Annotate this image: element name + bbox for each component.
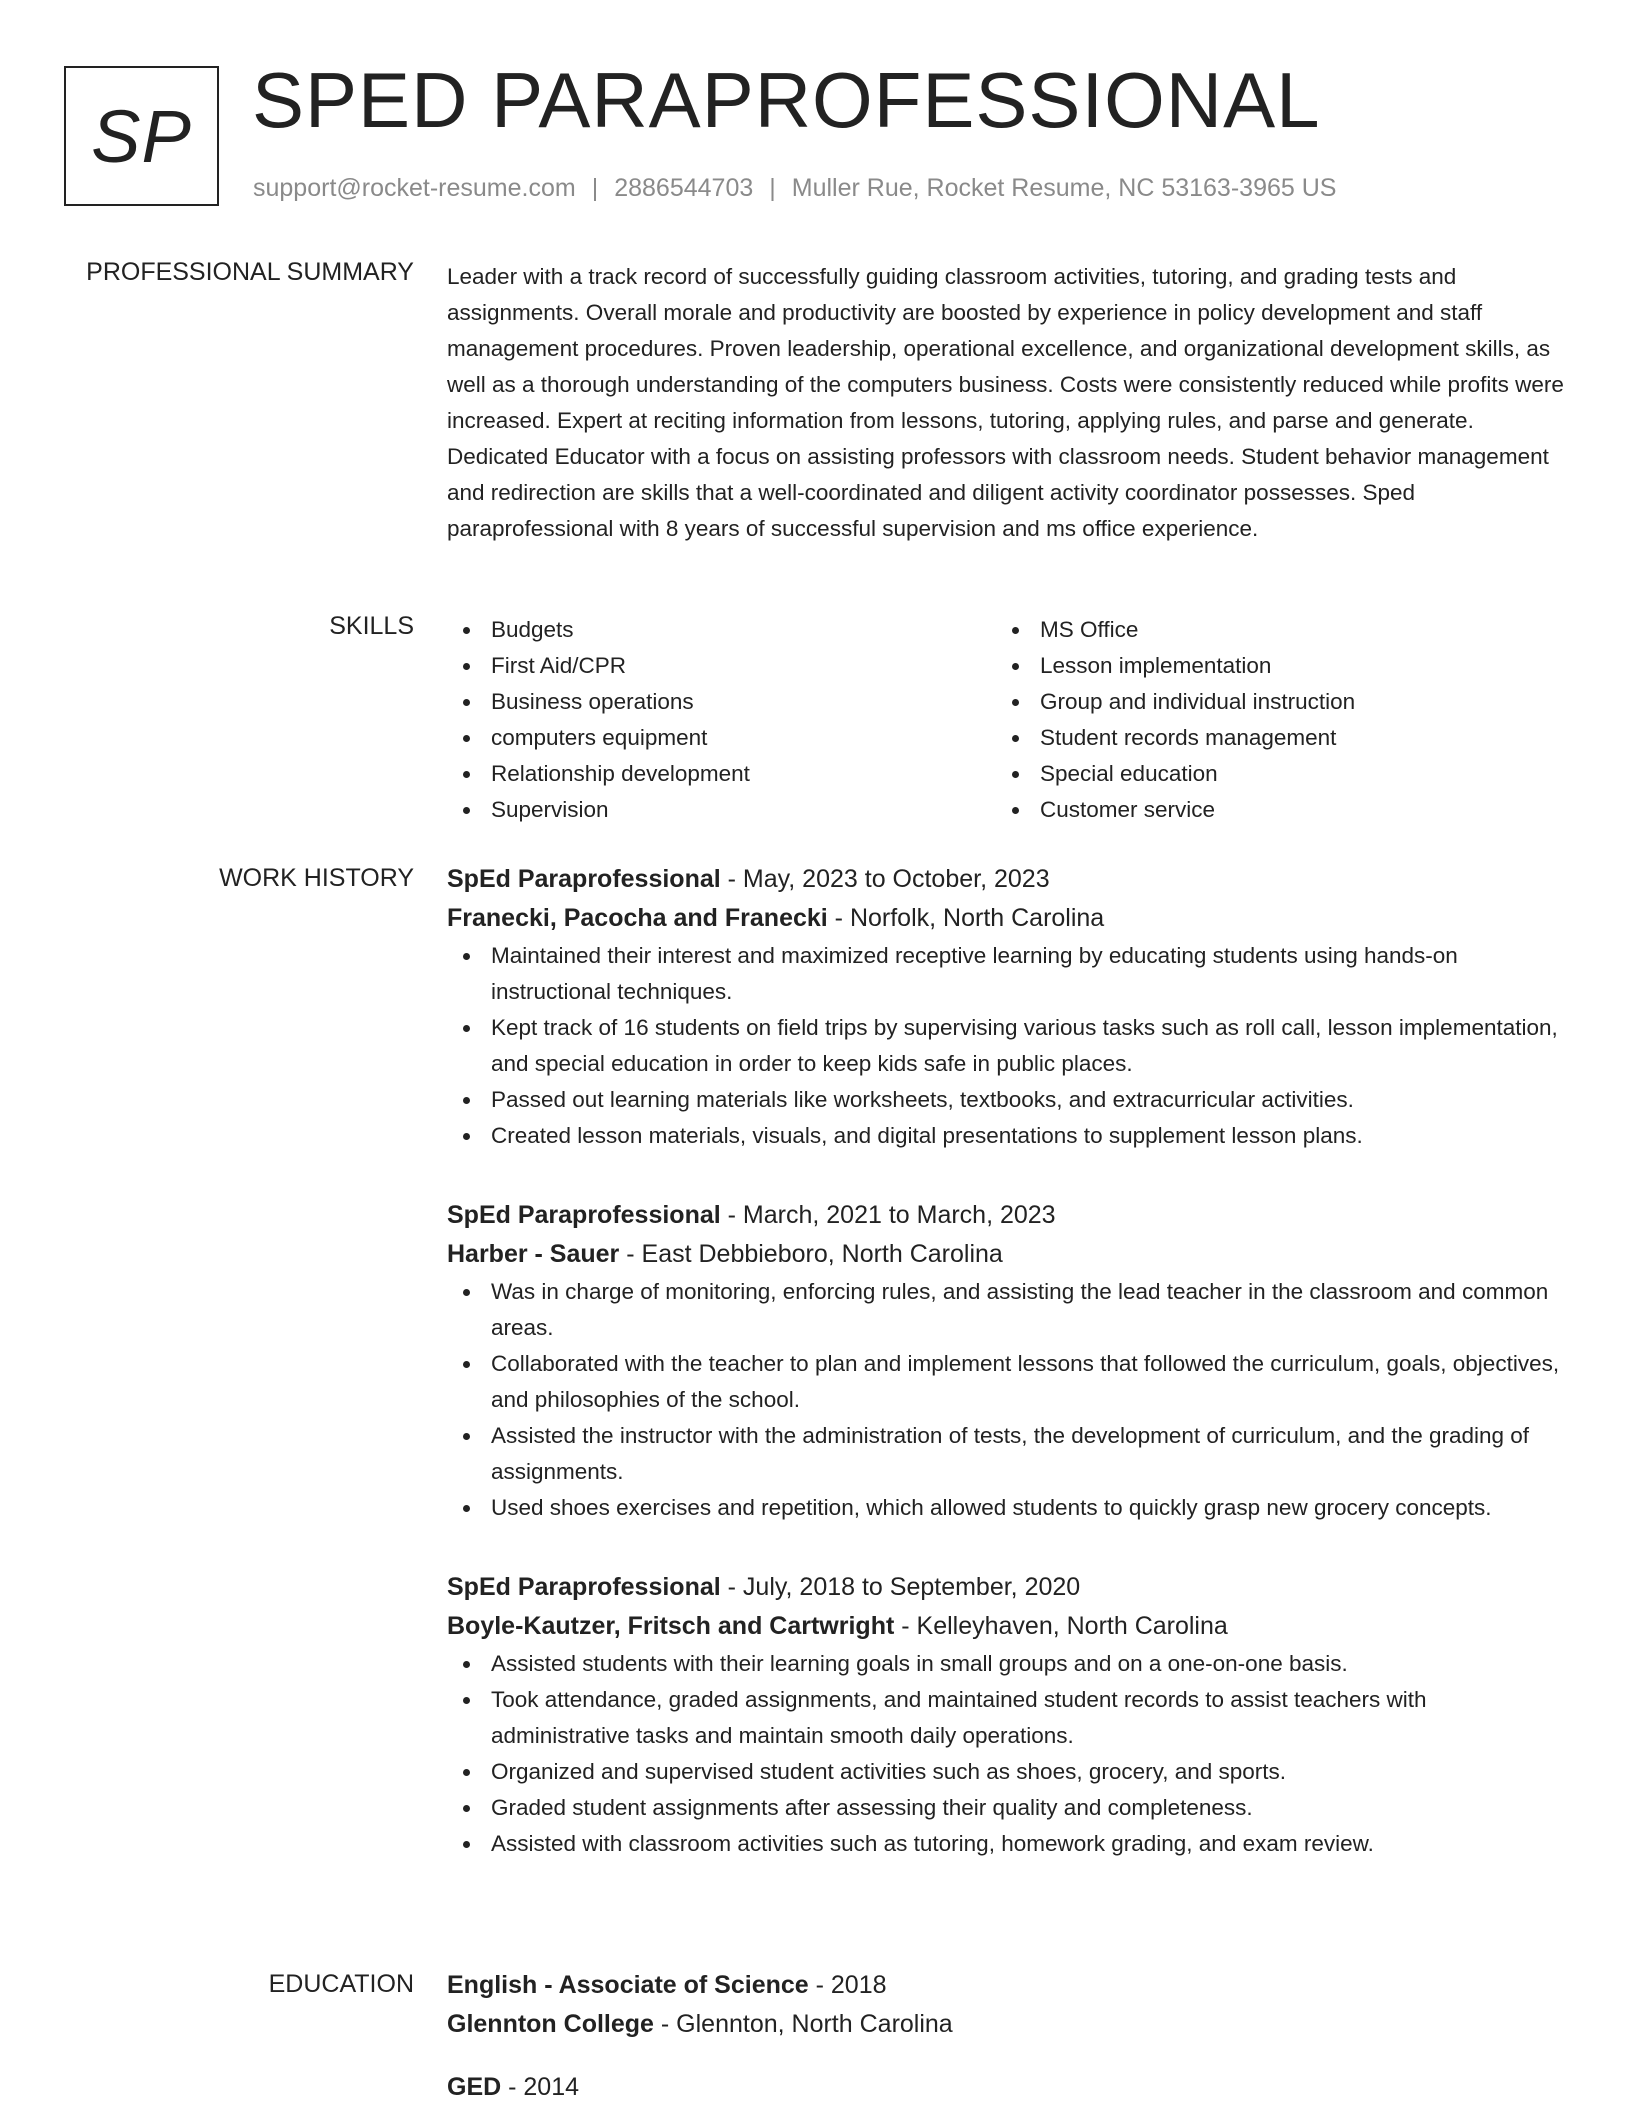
skill-item: Special education [996,756,1545,792]
section-label-work: WORK HISTORY [219,864,414,892]
job-bullets [447,1274,1567,1526]
section-label-summary: PROFESSIONAL SUMMARY [86,258,414,286]
education-year: - 2014 [501,2073,580,2101]
education-degree: English - Associate of Science [447,1971,809,1999]
skill-item: Group and individual instruction [996,684,1545,720]
job-bullet: Assisted with classroom activities such as tutoring, homework grading, and exam review. [447,1826,1567,1862]
skill-item: Supervision [447,792,996,828]
education-location: - Glennton, North Carolina [653,2010,953,2038]
skill-item: Relationship development [447,756,996,792]
job-title-line [447,1568,1567,1607]
job-company: Harber - Sauer [447,1240,620,1268]
education-entry [447,1966,1567,2044]
job-bullets [447,1646,1567,1862]
skill-item: First Aid/CPR [447,648,996,684]
skill-item: computers equipment [447,720,996,756]
contact-separator: | [769,174,776,202]
section-label-education: EDUCATION [268,1970,414,1998]
summary-text: Leader with a track record of successfully guiding classroom activities, tutoring, and grading tests and assignments. Overall morale and productivity are boosted by experience in policy development and staff management procedures. Proven leadership, operational excellence, and organizational development skills, as well as a thorough understanding of the computers business. Costs were consistently reduced while profits were increased. Expert at reciting information from lessons, tutoring, applying rules, and parse and generate. Dedicated Educator with a focus on assisting professors with classroom needs. Student behavior management and redirection are skills that a well-coordinated and diligent activity coordinator possesses. Sped paraprofessional with 8 years of successful supervision and ms office experience. [447,264,1564,541]
work-history-body [447,860,1567,1862]
job-company-line [447,899,1567,938]
job-bullets [447,938,1567,1154]
job-company-line [447,1607,1567,1646]
job-location: - Norfolk, North Carolina [827,904,1105,932]
job-company: Franecki, Pacocha and Franecki [447,904,828,932]
contact-email: support@rocket-resume.com [253,174,576,202]
education-body [447,1966,1567,2107]
education-school-line [447,2005,1567,2044]
skill-item: Budgets [447,612,996,648]
skill-item: Business operations [447,684,996,720]
education-year: - 2018 [808,1971,887,1999]
job-location: - Kelleyhaven, North Carolina [894,1612,1228,1640]
job-company-line [447,1235,1567,1274]
contact-separator: | [591,174,599,202]
job-bullet: Organized and supervised student activities such as shoes, grocery, and sports. [447,1754,1567,1790]
education-school: Glennton College [447,2010,654,2038]
job-bullet: Was in charge of monitoring, enforcing rules, and assisting the lead teacher in the classroom and common areas. [447,1274,1567,1346]
job-entry [447,860,1567,1154]
job-entry [447,1568,1567,1862]
resume-title: SPED PARAPROFESSIONAL [252,56,1321,144]
job-dates: - July, 2018 to September, 2020 [720,1573,1081,1601]
contact-phone: 2886544703 [614,174,754,202]
job-bullet: Created lesson materials, visuals, and digital presentations to supplement lesson plans. [447,1118,1567,1154]
job-dates: - March, 2021 to March, 2023 [720,1201,1056,1229]
summary-body [447,259,1567,547]
job-title: SpEd Paraprofessional [447,865,721,893]
job-bullet: Collaborated with the teacher to plan and implement lessons that followed the curriculum, goals, objectives, and philosophies of the school. [447,1346,1567,1418]
job-bullet: Kept track of 16 students on field trips by supervising various tasks such as roll call, lesson implementation, and special education in order to keep kids safe in public places. [447,1010,1567,1082]
job-bullet: Maintained their interest and maximized receptive learning by educating students using hands-on instructional techniques. [447,938,1567,1010]
monogram-box [64,66,219,206]
education-degree-line [447,2068,1567,2107]
job-title-line [447,1196,1567,1235]
skill-item: Lesson implementation [996,648,1545,684]
education-degree: GED [447,2073,502,2101]
education-degree-line [447,1966,1567,2005]
job-title-line [447,860,1567,899]
job-bullet: Passed out learning materials like worksheets, textbooks, and extracurricular activities. [447,1082,1567,1118]
skills-body [447,612,1567,828]
section-label-skills: SKILLS [329,612,414,640]
monogram-initials: SP [91,94,192,178]
job-bullet: Graded student assignments after assessing their quality and completeness. [447,1790,1567,1826]
job-bullet: Took attendance, graded assignments, and maintained student records to assist teachers with administrative tasks and maintain smooth daily operations. [447,1682,1567,1754]
skill-item: Student records management [996,720,1545,756]
skill-item: MS Office [996,612,1545,648]
job-title: SpEd Paraprofessional [447,1573,721,1601]
job-location: - East Debbieboro, North Carolina [619,1240,1003,1268]
job-bullet: Assisted the instructor with the administration of tests, the development of curriculum, and the grading of assignments. [447,1418,1567,1490]
job-entry [447,1196,1567,1526]
skill-item: Customer service [996,792,1545,828]
skills-list-right [996,612,1545,828]
contact-address: Muller Rue, Rocket Resume, NC 53163-3965 US [791,174,1337,202]
contact-line [253,174,1336,203]
job-bullet: Assisted students with their learning goals in small groups and on a one-on-one basis. [447,1646,1567,1682]
job-bullet: Used shoes exercises and repetition, which allowed students to quickly grasp new grocery concepts. [447,1490,1567,1526]
skills-list-left [447,612,996,828]
job-company: Boyle-Kautzer, Fritsch and Cartwright [447,1612,895,1640]
job-title: SpEd Paraprofessional [447,1201,721,1229]
education-entry [447,2068,1567,2107]
job-dates: - May, 2023 to October, 2023 [720,865,1050,893]
